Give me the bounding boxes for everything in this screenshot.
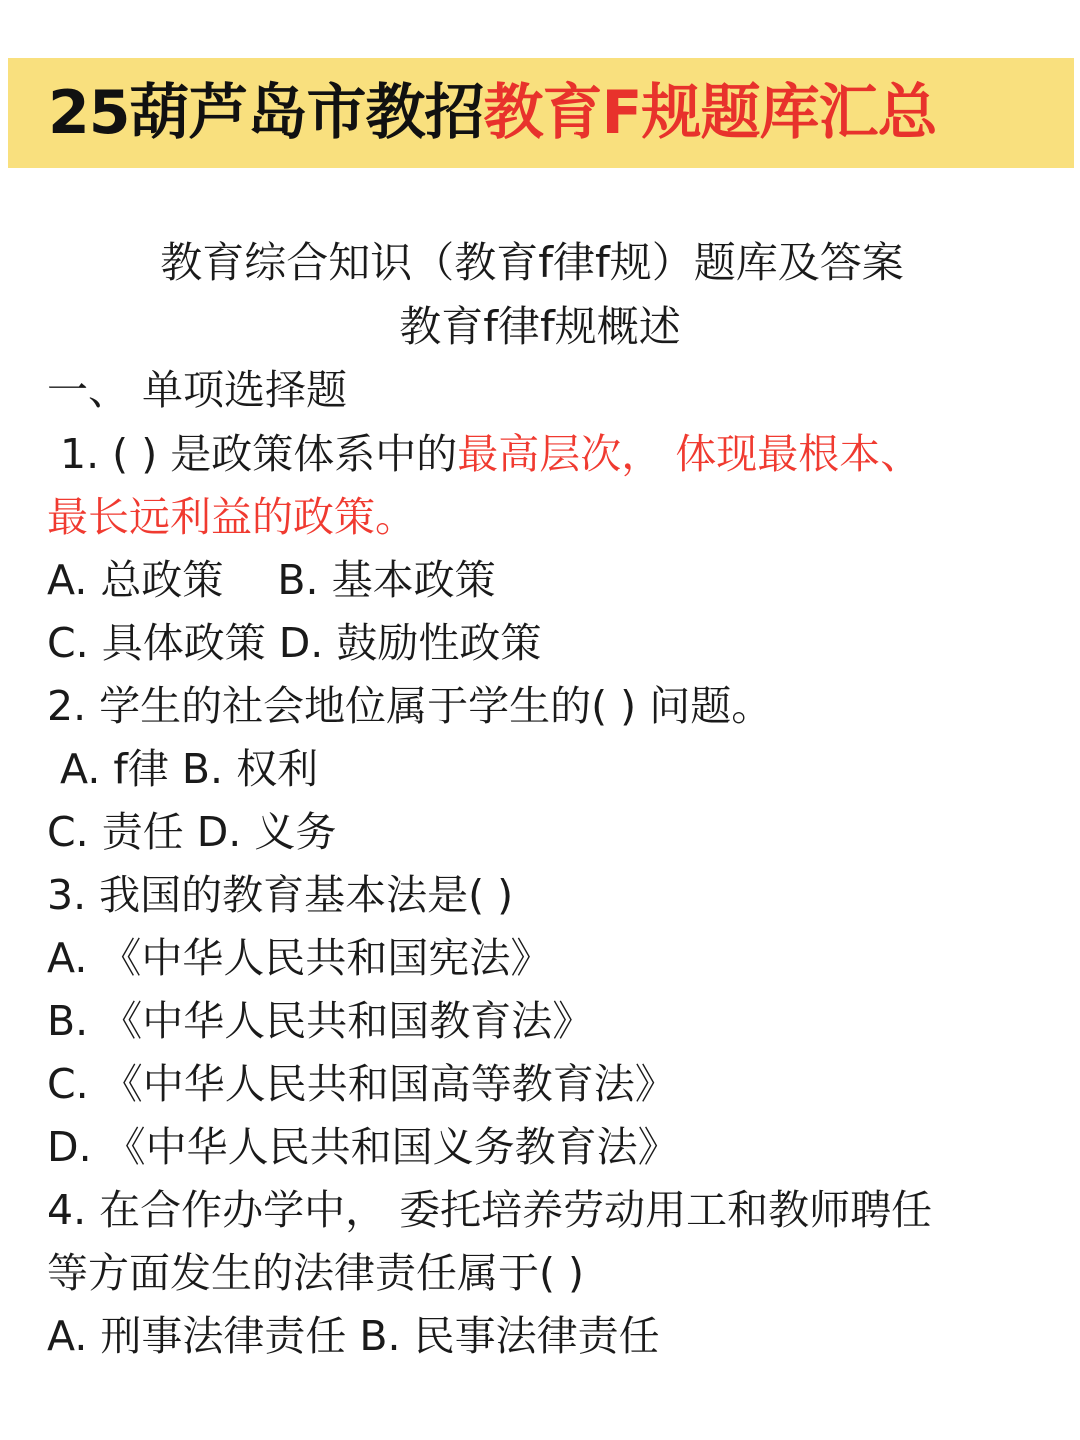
section-heading: 一、 单项选择题 — [47, 366, 348, 414]
question-2-text: 2. 学生的社会地位属于学生的( ) 问题。 — [47, 682, 773, 730]
question-4-option-line: A. 刑事法律责任 B. 民事法律责任 — [47, 1312, 660, 1360]
title-part-red: 教育F规题库汇总 — [483, 78, 937, 148]
question-3-option: D. 《中华人民共和国义务教育法》 — [47, 1123, 679, 1171]
chapter-title: 教育f律f规概述 — [399, 302, 681, 351]
question-3-option: C. 《中华人民共和国高等教育法》 — [47, 1060, 676, 1108]
question-1-option-line: A. 总政策 B. 基本政策 — [47, 556, 496, 604]
question-1-highlight: 最高层次， 体现最根本、 — [457, 430, 922, 478]
question-3-option: B. 《中华人民共和国教育法》 — [47, 997, 594, 1045]
question-1-line-1 — [47, 430, 922, 478]
title-banner — [8, 58, 1074, 168]
question-4-text-line-2: 等方面发生的法律责任属于( ) — [47, 1249, 585, 1297]
question-3-text: 3. 我国的教育基本法是( ) — [47, 871, 514, 919]
question-1-line-2: 最长远利益的政策。 — [47, 493, 416, 541]
title-part-black: 25葫芦岛市教招 — [48, 78, 484, 148]
document-subtitle: 教育综合知识（教育f律f规）题库及答案 — [160, 238, 904, 287]
question-3-option: A. 《中华人民共和国宪法》 — [47, 934, 552, 982]
question-2-option-line: C. 责任 D. 义务 — [47, 808, 337, 856]
question-4-text-line-1: 4. 在合作办学中， 委托培养劳动用工和教师聘任 — [47, 1186, 933, 1234]
question-1-prefix: 1. ( ) 是政策体系中的 — [47, 430, 458, 478]
question-2-option-line: A. f律 B. 权利 — [47, 745, 319, 793]
question-1-option-line: C. 具体政策 D. 鼓励性政策 — [47, 619, 542, 667]
page-title — [48, 78, 937, 148]
